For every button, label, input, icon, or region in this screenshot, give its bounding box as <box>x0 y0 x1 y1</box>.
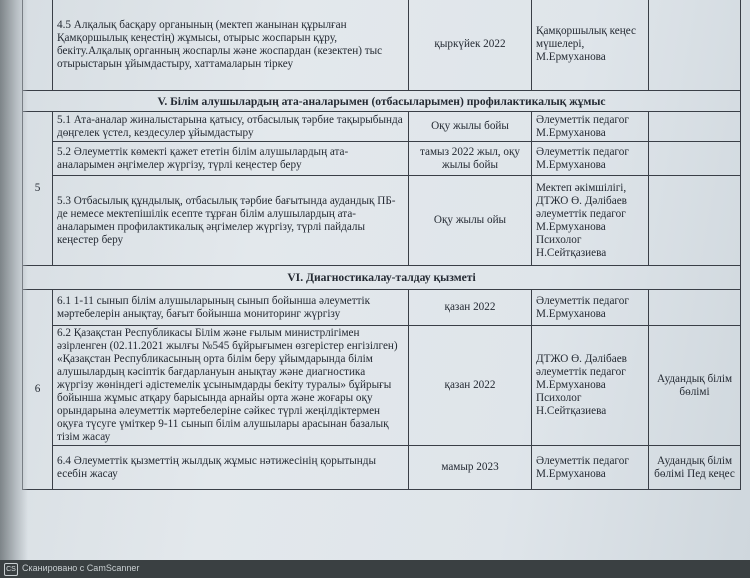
activity-cell: 6.2 Қазақстан Республикасы Білім және ғылым министрлігімен әзірленген (02.11.2021 жылғы №545 бұйрығымен өзгерістер енгізілген) «Қазақстан Республикасының орта білім беру ұйымдарында білім алушылардың кәсіптік бағдарлануын анықтау және диагностика жүргізу жөніндегі әдістемелік ұсынымдарды бекіту туралы» бұйрығы бойынша жұмыс атқару барысында арнайы орта және жоғары оқу орындарына әлеуметтік мәртебелеріне сәйкес түрлі жеңілдіктермен оқуға түсуге үміткер 9-11 сынып білім алушылары арасынан базалық тізім жасау <box>53 326 409 446</box>
date-cell: мамыр 2023 <box>409 446 532 490</box>
note-cell <box>649 142 741 176</box>
responsible-cell: Әлеуметтік педагог М.Ермуханова <box>532 112 649 142</box>
activity-cell: 5.1 Ата-аналар жиналыстарына қатысу, отбасылық тәрбие тақырыбында дөңгелек үстел, кездесулер ұйымдастыру <box>53 112 409 142</box>
section-header-row <box>23 91 741 112</box>
date-cell: қыркүйек 2022 <box>409 0 532 91</box>
section-title: VI. Диагностикалау-талдау қызметі <box>23 266 741 290</box>
responsible-cell: Мектеп әкімшілігі, ДТЖО Ө. Дәлібаев әлеуметтік педагог М.Ермуханова Психолог Н.Сейтқазиева <box>532 176 649 266</box>
note-cell <box>649 112 741 142</box>
note-cell <box>649 0 741 91</box>
table-row <box>23 290 741 326</box>
group-number: 5 <box>23 112 53 266</box>
responsible-cell: Әлеуметтік педагог М.Ермуханова <box>532 142 649 176</box>
responsible-cell: Әлеуметтік педагог М.Ермуханова <box>532 290 649 326</box>
activity-cell: 4.5 Алқалық басқару органының (мектеп жанынан құрылған Қамқоршылық кеңестің) жұмысы, отырыс жоспарын құру, бекіту.Алқалық органның жоспарлы және жоспардан (кезектен) тыс отырыстарын ұйымдастыру, хаттамаларын тіркеу <box>53 0 409 91</box>
activity-cell: 5.2 Әлеуметтік көмекті қажет ететін білім алушылардың ата-аналарымен әңгімелер жүргізу, түрлі кеңестер беру <box>53 142 409 176</box>
section-title: V. Білім алушылардың ата-аналарымен (отбасыларымен) профилактикалық жұмыс <box>23 91 741 112</box>
work-plan-table <box>22 0 741 490</box>
scanner-caption: Сканировано с CamScanner <box>22 563 140 573</box>
activity-cell: 6.1 1-11 сынып білім алушыларының сынып бойынша әлеуметтік мәртебелерін анықтау, бағыт бойынша мониторинг жүргізу <box>53 290 409 326</box>
date-cell: қазан 2022 <box>409 326 532 446</box>
date-cell: тамыз 2022 жыл, оқу жылы бойы <box>409 142 532 176</box>
group-number: 6 <box>23 290 53 490</box>
date-cell: қазан 2022 <box>409 290 532 326</box>
camscanner-logo-icon: CS <box>4 563 18 576</box>
section-header-row <box>23 266 741 290</box>
responsible-cell: Әлеуметтік педагог М.Ермуханова <box>532 446 649 490</box>
note-cell <box>649 176 741 266</box>
activity-cell: 6.4 Әлеуметтік қызметтің жылдық жұмыс нәтижесінің қорытынды есебін жасау <box>53 446 409 490</box>
page-edge-shadow <box>0 0 28 560</box>
table-row <box>23 142 741 176</box>
note-cell <box>649 290 741 326</box>
table-row <box>23 112 741 142</box>
table-row <box>23 0 741 91</box>
note-cell: Аудандық білім бөлімі Пед кеңес <box>649 446 741 490</box>
date-cell: Оқу жылы бойы <box>409 112 532 142</box>
table-row <box>23 446 741 490</box>
table-row <box>23 326 741 446</box>
table-row <box>23 176 741 266</box>
note-cell: Аудандық білім бөлімі <box>649 326 741 446</box>
responsible-cell: ДТЖО Ө. Дәлібаев әлеуметтік педагог М.Ермуханова Психолог Н.Сейтқазиева <box>532 326 649 446</box>
date-cell: Оқу жылы ойы <box>409 176 532 266</box>
responsible-cell: Қамқоршылық кеңес мүшелері, М.Ермуханова <box>532 0 649 91</box>
activity-cell: 5.3 Отбасылық құндылық, отбасылық тәрбие бағытында аудандық ПБ-де немесе мектепішілік есепте тұрған білім алушылардың ата-аналарымен профилактикалық әңгімелер жүргізу, түрлі пайдалы кеңестер беру <box>53 176 409 266</box>
